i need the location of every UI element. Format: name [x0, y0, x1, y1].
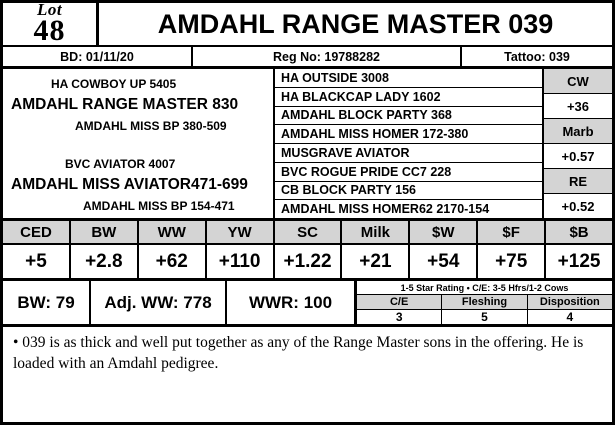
epd-col-yw	[207, 221, 275, 278]
rating-values	[357, 310, 612, 324]
carcass-label-re: RE	[544, 169, 612, 194]
epd-value: +62	[155, 250, 188, 272]
pedigree-row: AMDAHL MISS HOMER 172-380	[275, 125, 542, 144]
epd-value: +5	[25, 250, 47, 272]
carcass-label-cw: CW	[544, 69, 612, 94]
registration-number: Reg No: 19788282	[193, 47, 462, 66]
performance-section	[3, 281, 612, 327]
epd-header: BW	[71, 221, 137, 245]
rating-value-fleshing: 5	[442, 310, 527, 324]
pedigree-parent-line: HA COWBOY UP 5405	[51, 77, 177, 91]
epd-col-ced	[3, 221, 71, 278]
tattoo: Tattoo: 039	[504, 49, 570, 64]
lot-number: 48	[33, 13, 66, 47]
carcass-epd-panel	[544, 69, 612, 218]
pedigree-parent-line: AMDAHL RANGE MASTER 830	[11, 96, 239, 113]
rating-header-fleshing: Fleshing	[442, 295, 527, 309]
pedigree-row: CB BLOCK PARTY 156	[275, 182, 542, 201]
epd-value: +110	[218, 250, 261, 272]
epd-value: +75	[495, 250, 528, 272]
carcass-value-cw: +36	[544, 94, 612, 119]
epd-header: $F	[478, 221, 544, 245]
adjusted-weaning-weight: Adj. WW: 778	[91, 281, 227, 324]
rating-note: 1-5 Star Rating • C/E: 3-5 Hfrs/1-2 Cows	[357, 281, 612, 295]
pedigree-row: HA BLACKCAP LADY 1602	[275, 88, 542, 107]
pedigree-row: MUSGRAVE AVIATOR	[275, 144, 542, 163]
epd-header: YW	[207, 221, 273, 245]
epd-value: +54	[427, 250, 460, 272]
description-note: • 039 is as thick and well put together as any of the Range Master sons in the offering. He is loaded with an Amdahl pedigree.	[13, 334, 584, 372]
epd-table	[3, 221, 612, 281]
rating-headers	[357, 295, 612, 310]
epd-value: +21	[359, 250, 392, 272]
epd-header: $B	[546, 221, 612, 245]
pedigree-parent-line: AMDAHL MISS BP 154-471	[83, 199, 235, 213]
pedigree-grandparents	[275, 69, 544, 218]
pedigree-section	[3, 69, 612, 221]
epd-col-sc	[275, 221, 343, 278]
epd-value: +1.22	[283, 250, 332, 272]
epd-header: Milk	[342, 221, 408, 245]
epd-header: $W	[410, 221, 476, 245]
page-title: AMDAHL RANGE MASTER 039	[157, 8, 554, 39]
epd-header: WW	[139, 221, 205, 245]
pedigree-row: BVC ROGUE PRIDE CC7 228	[275, 163, 542, 182]
pedigree-parents	[3, 69, 275, 218]
subheader	[3, 47, 612, 69]
epd-col-bw	[71, 221, 139, 278]
rating-value-disposition: 4	[566, 310, 574, 324]
title-box	[99, 3, 612, 45]
rating-value-ce: 3	[357, 310, 442, 324]
birth-weight: BW: 79	[3, 281, 91, 324]
pedigree-parent-line: AMDAHL MISS BP 380-509	[75, 119, 227, 133]
epd-col-w-index	[410, 221, 478, 278]
epd-col-b-index	[546, 221, 612, 278]
epd-value: +125	[557, 250, 601, 272]
performance-stats	[3, 281, 357, 324]
epd-col-ww	[139, 221, 207, 278]
pedigree-row: HA OUTSIDE 3008	[275, 69, 542, 88]
pedigree-row: AMDAHL MISS HOMER62 2170-154	[281, 202, 490, 217]
lot-box	[3, 0, 99, 47]
epd-col-f-index	[478, 221, 546, 278]
epd-header: SC	[275, 221, 341, 245]
rating-table	[357, 281, 612, 324]
epd-col-milk	[342, 221, 410, 278]
rating-header-ce: C/E	[357, 295, 442, 309]
weaning-weight-ratio: WWR: 100	[248, 292, 333, 312]
carcass-value-re: +0.52	[561, 198, 595, 214]
pedigree-row: AMDAHL BLOCK PARTY 368	[275, 107, 542, 126]
rating-header-disposition: Disposition	[539, 296, 600, 308]
birth-date: BD: 01/11/20	[3, 47, 193, 66]
carcass-value-marb: +0.57	[544, 144, 612, 169]
card-header	[3, 0, 612, 47]
epd-header: CED	[3, 221, 69, 245]
pedigree-parent-line: BVC AVIATOR 4007	[65, 157, 176, 171]
carcass-label-marb: Marb	[544, 119, 612, 144]
pedigree-parent-line: AMDAHL MISS AVIATOR471-699	[11, 176, 248, 193]
lot-label: Lot	[36, 0, 63, 19]
epd-value: +2.8	[85, 250, 123, 272]
